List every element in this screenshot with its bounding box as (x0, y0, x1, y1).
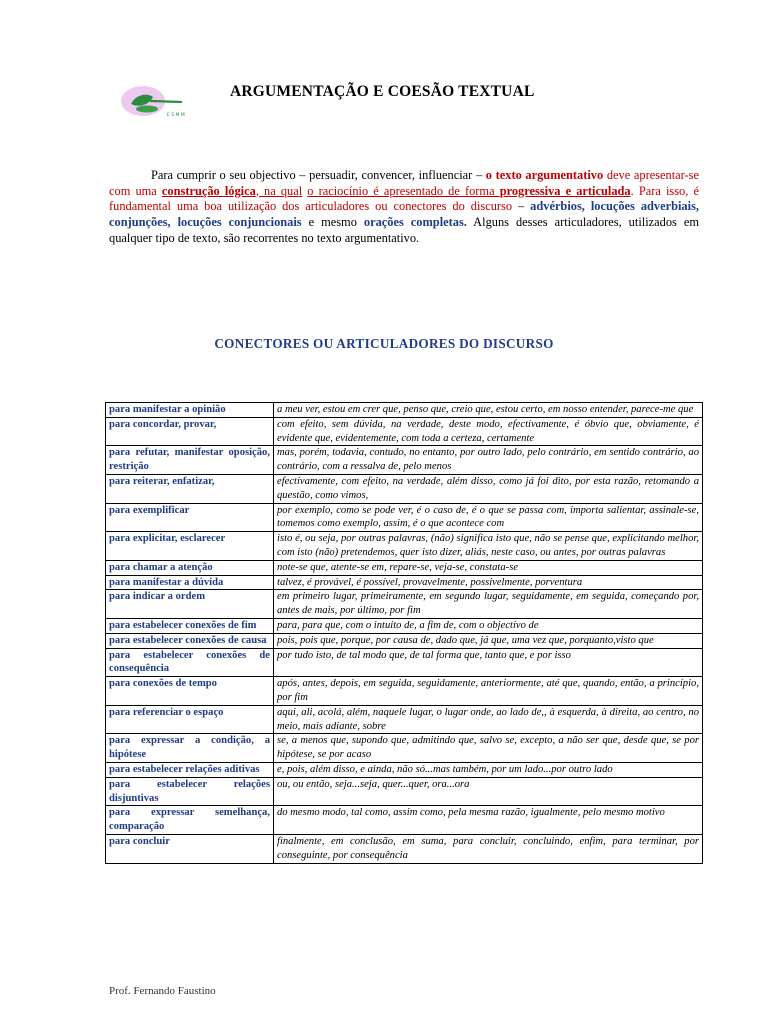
table-row (106, 618, 703, 633)
table-row (106, 403, 703, 418)
connector-category: para estabelecer conexões de fim (106, 618, 274, 633)
intro-text: – (512, 199, 531, 214)
connector-examples: e, pois, além disso, e ainda, não só...mas também, por um lado...por outro lado (274, 762, 703, 777)
table-row (106, 705, 703, 734)
table-row (106, 590, 703, 619)
table-row (106, 777, 703, 806)
connector-category: para refutar, manifestar oposição, restrição (106, 446, 274, 475)
connector-category: para concordar, provar, (106, 417, 274, 446)
table-row (106, 503, 703, 532)
intro-highlight: orações completas. (363, 215, 467, 230)
connector-examples: aqui, ali, acolá, além, naquele lugar, o lugar onde, ao lado de,, à esquerda, à direita, ao centro, no meio, mais adiante, sobre (274, 705, 703, 734)
connector-examples: ou, ou então, seja...seja, quer...quer, ora...ora (274, 777, 703, 806)
connector-examples: finalmente, em conclusão, em suma, para concluir, concluindo, enfim, para terminar, por conseguinte, por consequência (274, 834, 703, 863)
connector-examples: por tudo isto, de tal modo que, de tal forma que, tanto que, e por isso (274, 648, 703, 677)
connector-examples: em primeiro lugar, primeiramente, em segundo lugar, seguidamente, em seguida, começando por, antes de mais, por último, por fim (274, 590, 703, 619)
connector-examples: do mesmo modo, tal como, assim como, pela mesma razão, igualmente, pelo mesmo motivo (274, 806, 703, 835)
connector-examples: a meu ver, estou em crer que, penso que, creio que, estou certo, em nosso entender, parece-me que (274, 403, 703, 418)
connector-category: para exemplificar (106, 503, 274, 532)
table-row (106, 648, 703, 677)
school-logo (121, 85, 193, 119)
table-row (106, 446, 703, 475)
connector-category: para indicar a ordem (106, 590, 274, 619)
connector-category: para estabelecer conexões de consequência (106, 648, 274, 677)
table-row (106, 417, 703, 446)
connector-examples: para, para que, com o intuito de, a fim de, com o objectivo de (274, 618, 703, 633)
intro-text: , na qual (255, 183, 303, 198)
connector-examples: note-se que, atente-se em, repare-se, veja-se, constata-se (274, 560, 703, 575)
connector-examples: isto é, ou seja, por outras palavras, (não) significa isto que, não se pense que, explicitando melhor, com isto (não) pretendemos, quer isto dizer, aliás, neste caso, ou antes, por outras palavras (274, 532, 703, 561)
connector-examples: talvez, é provável, é possível, provavelmente, possivelmente, porventura (274, 575, 703, 590)
connector-examples: pois, pois que, porque, por causa de, dado que, já que, uma vez que, porquanto,visto que (274, 633, 703, 648)
table-row (106, 806, 703, 835)
connector-examples: se, a menos que, supondo que, admitindo que, salvo se, excepto, a não ser que, desde que, se por hipótese, se por acaso (274, 734, 703, 763)
connector-examples: após, antes, depois, em seguida, seguidamente, anteriormente, até que, quando, então, a princípio, por fim (274, 677, 703, 706)
table-row (106, 633, 703, 648)
table-row (106, 762, 703, 777)
document-title: ARGUMENTAÇÃO E COESÃO TEXTUAL (230, 83, 535, 100)
table-row (106, 834, 703, 863)
connector-category: para estabelecer relações aditivas (106, 762, 274, 777)
connector-category: para manifestar a dúvida (106, 575, 274, 590)
logo-caption: E S M M (167, 113, 185, 118)
table-row (106, 677, 703, 706)
intro-highlight: o texto argumentativo (485, 168, 604, 182)
table-row (106, 734, 703, 763)
connector-examples: por exemplo, como se pode ver, é o caso de, é o que se passa com, importa salientar, assinale-se, tomemos como exemplo, assim, é o que acontece com (274, 503, 703, 532)
table-row (106, 575, 703, 590)
connector-category: para manifestar a opinião (106, 403, 274, 418)
intro-text: . Para isso, é fundamental uma boa utilização dos articuladores ou conectores do discurso (109, 183, 699, 214)
connector-category: para explicitar, esclarecer (106, 532, 274, 561)
connector-examples: mas, porém, todavia, contudo, no entanto, por outro lado, pelo contrário, em sentido contrário, ao contrário, com a ressalva de, pelo menos (274, 446, 703, 475)
connector-category: para estabelecer conexões de causa (106, 633, 274, 648)
connector-category: para chamar a atenção (106, 560, 274, 575)
connector-examples: efectivamente, com efeito, na verdade, além disso, como já foi dito, por esta razão, retomando a questão, como vimos, (274, 474, 703, 503)
connector-category: para reiterar, enfatizar, (106, 474, 274, 503)
table-row (106, 474, 703, 503)
intro-text: deve apresentar-se com uma (109, 168, 699, 198)
table-row (106, 532, 703, 561)
intro-text: o raciocínio é apresentado de forma (307, 183, 500, 198)
intro-highlight: construção lógica (161, 183, 256, 198)
footer-author: Prof. Fernando Faustino (109, 985, 216, 997)
intro-text: Para cumprir o seu objectivo – persuadir, convencer, influenciar – (151, 168, 486, 182)
section-title: CONECTORES OU ARTICULADORES DO DISCURSO (214, 336, 554, 351)
connector-examples: com efeito, sem dúvida, na verdade, deste modo, efectivamente, é óbvio que, obviamente, é evidente que, evidentemente, com toda a certeza, certamente (274, 417, 703, 446)
connector-category: para expressar semelhança, comparação (106, 806, 274, 835)
intro-highlight: progressiva e articulada (499, 183, 631, 198)
connector-category: para conexões de tempo (106, 677, 274, 706)
connector-category: para concluir (106, 834, 274, 863)
connector-category: para referenciar o espaço (106, 705, 274, 734)
connector-category: para estabelecer relações disjuntivas (106, 777, 274, 806)
connector-category: para expressar a condição, a hipótese (106, 734, 274, 763)
intro-text: Alguns desses articuladores, utilizados em qualquer tipo de texto, são recorrentes no texto argumentativo. (109, 215, 699, 245)
connectors-table (105, 402, 703, 864)
intro-highlight: advérbios, locuções adverbiais, conjunções, locuções conjuncionais (109, 199, 699, 230)
intro-text: e mesmo (301, 215, 364, 230)
table-row (106, 560, 703, 575)
intro-paragraph (109, 168, 699, 247)
